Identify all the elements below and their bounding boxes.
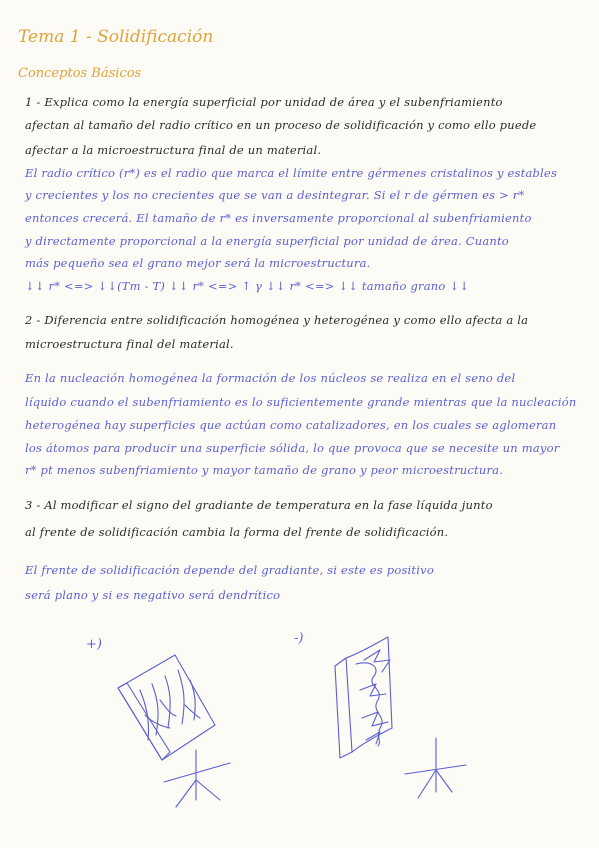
- q2-answer-line: líquido cuando el subenfriamiento es lo suficientemente grande mientras que la nucleación: [25, 395, 577, 409]
- q2-question-line: 2 - Diferencia entre solidificación homogénea y heterogénea y como ello afecta a la: [25, 313, 529, 327]
- negative-gradient-label: -): [294, 631, 304, 646]
- planar-axes: [164, 750, 230, 807]
- dendritic-axes: [405, 738, 466, 798]
- q1-answer-line: entonces crecerá. El tamaño de r* es inversamente proporcional al subenfriamiento: [25, 211, 532, 225]
- q2-answer-line: heterogénea hay superficies que actúan como catalizadores, en los cuales se aglomeran: [25, 418, 557, 432]
- q3-answer-line: El frente de solidificación depende del gradiante, si este es positivo: [25, 563, 434, 577]
- q3-question-line: 3 - Al modificar el signo del gradiante de temperatura en la fase líquida junto: [25, 498, 493, 512]
- q1-answer-line: y directamente proporcional a la energía superficial por unidad de área. Cuanto: [25, 234, 509, 248]
- q1-question-line: afectar a la microestructura final de un material.: [25, 143, 322, 157]
- positive-gradient-label: +): [86, 637, 102, 652]
- planar-front-sketch: [118, 655, 215, 760]
- q1-question-line: 1 - Explica como la energía superficial por unidad de área y el subenfriamiento: [25, 95, 503, 109]
- q2-answer-line: los átomos para producir una superficie sólida, lo que provoca que se necesite un mayor: [25, 441, 560, 455]
- q1-relation-line: ↓↓ r* <=> ↓↓(Tm - T) ↓↓ r* <=> ↑ γ ↓↓ r* <=> ↓↓ tamaño grano ↓↓: [25, 279, 470, 293]
- q1-question-line: afectan al tamaño del radio crítico en un proceso de solidificación y como ello puede: [25, 118, 537, 132]
- q1-answer-line: y crecientes y los no crecientes que se van a desintegrar. Si el r de gérmen es > r*: [25, 188, 525, 202]
- q2-answer-line: r* pt menos subenfriamiento y mayor tamaño de grano y peor microestructura.: [25, 463, 504, 477]
- page-title: Tema 1 - Solidificación: [18, 27, 214, 47]
- q3-answer-line: será plano y si es negativo será dendrítico: [25, 588, 281, 602]
- q3-question-line: al frente de solidificación cambia la forma del frente de solidificación.: [25, 525, 449, 539]
- q1-answer-line: más pequeño sea el grano mejor será la microestructura.: [25, 256, 371, 270]
- q2-question-line: microestructura final del material.: [25, 337, 234, 351]
- q2-answer-line: En la nucleación homogénea la formación de los núcleos se realiza en el seno del: [25, 371, 516, 385]
- section-subtitle: Conceptos Básicos: [18, 66, 142, 81]
- dendritic-front-sketch: [335, 637, 392, 758]
- q1-answer-line: El radio crítico (r*) es el radio que marca el límite entre gérmenes cristalinos y estables: [25, 166, 558, 180]
